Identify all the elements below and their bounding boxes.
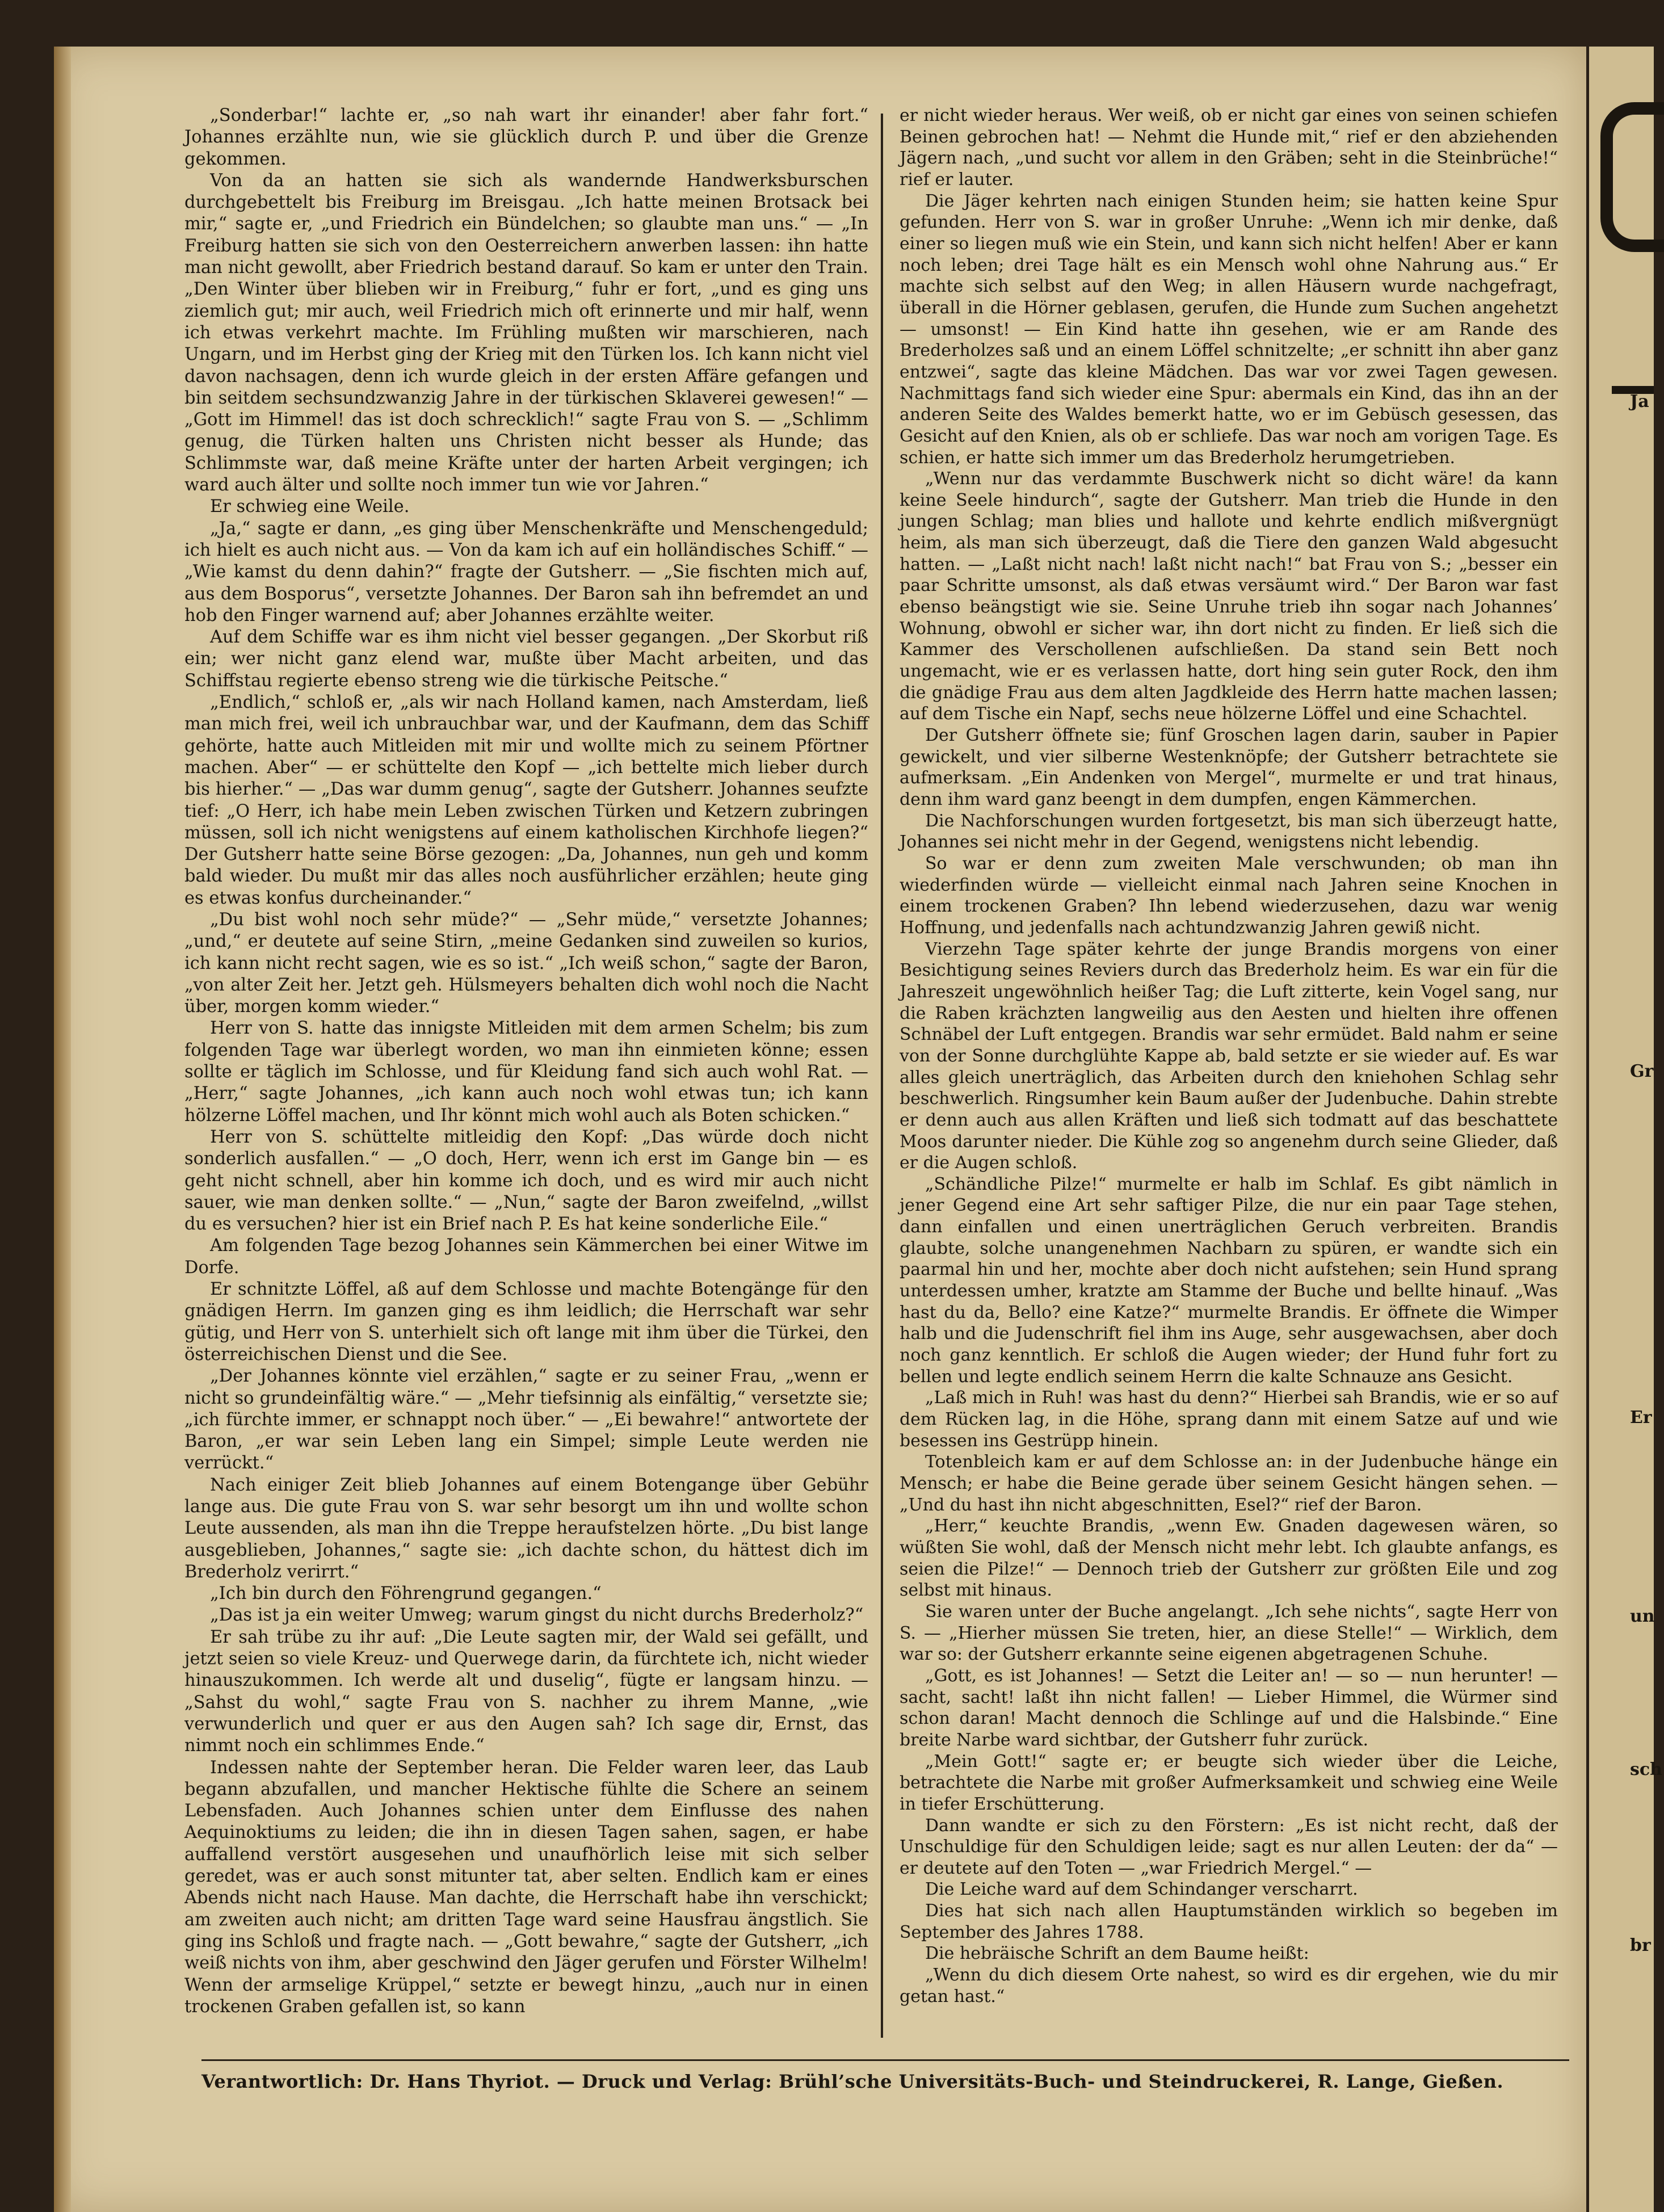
adjacent-page-fragment: Er (1630, 1408, 1652, 1428)
paragraph: „Wenn nur das verdammte Buschwerk nicht so dicht wäre! da kann keine Seele hindurch“, sagte der Gutsherr. Man trieb die Hunde in den jungen Schlag; man blies und hallote und kehrte endlich mißvergnügt heim, als man sich überzeugt, daß die Tiere den ganzen Wald abgesucht hatten. — „Laßt nicht nach! laßt nicht nach!“ bat Frau von S.; „besser ein paar Schritte umsonst, als daß etwas versäumt wird.“ Der Baron war fast ebenso beängstigt wie sie. Seine Unruhe trieb ihn sogar nach Johannes’ Wohnung, obwohl er sicher war, ihn dort nicht zu finden. Er ließ sich die Kammer des Verschollenen aufschließen. Da stand sein Bett noch ungemacht, wie er es verlassen hatte, dort hing sein guter Rock, den ihm die gnädige Frau aus dem alten Jagdkleide des Herrn hatte machen lassen; auf dem Tische ein Napf, sechs neue hölzerne Löffel und eine Schachtel. (900, 469, 1558, 724)
paragraph: Herr von S. hatte das innigste Mitleiden mit dem armen Schelm; bis zum folgenden Tage war überlegt worden, wo man ihn einmieten könne; essen sollte er täglich im Schlosse, und für Kleidung fand sich auch wohl Rat. — „Herr,“ sagte Johannes, „ich kann auch noch wohl etwas tun; ich kann hölzerne Löffel machen, und Ihr könnt mich wohl auch als Boten schicken.“ (184, 1018, 868, 1126)
paragraph: Die Leiche ward auf dem Schindanger verscharrt. (925, 1879, 1358, 1900)
paragraph: Von da an hatten sie sich als wandernde Handwerksburschen durchgebettelt bis Freiburg im Breisgau. „Ich hatte meinen Brotsack bei mir,“ sagte er, „und Friedrich ein Bündelchen; so glaubte man uns.“ — „In Freiburg hatten sie sich von den Oesterreichern anwerben lassen: ihn hatte man nicht gewollt, aber Friedrich bestand darauf. So kam er unter den Train. „Den Winter über blieben wir in Freiburg,“ fuhr er fort, „und es ging uns ziemlich gut; mir auch, weil Friedrich mich oft erinnerte und mir half, wenn ich etwas verkehrt machte. Im Frühling mußten wir marschieren, nach Ungarn, und im Herbst ging der Krieg mit den Türken los. Ich kann nicht viel davon nachsagen, denn ich wurde gleich in der ersten Affäre gefangen und bin seitdem sechsundzwanzig Jahre in der türkischen Sklaverei gewesen!“ — „Gott im Himmel! das ist doch schrecklich!“ sagte Frau von S. — „Schlimm genug, die Türken halten uns Christen nicht besser als Hunde; das Schlimmste war, daß meine Kräfte unter der harten Arbeit vergingen; ich ward auch älter und sollte noch immer tun wie vor Jahren.“ (184, 170, 868, 496)
paragraph: So war er denn zum zweiten Male verschwunden; ob man ihn wiederfinden würde — vielleicht einmal nach Jahren seine Knochen in einem trockenen Graben? Ihn lebend wiederzusehen, dazu war wenig Hoffnung, und jedenfalls nach achtundzwanzig Jahren gewiß nicht. (900, 853, 1558, 938)
paragraph: „Herr,“ keuchte Brandis, „wenn Ew. Gnaden dagewesen wären, so wüßten Sie wohl, daß der Mensch nicht mehr lebt. Ich glaubte anfangs, es seien die Pilze!“ — Dennoch trieb der Gutsherr zur größten Eile und zog selbst mit hinaus. (900, 1516, 1558, 1601)
footer-rule (201, 2059, 1569, 2061)
paragraph: Er sah trübe zu ihr auf: „Die Leute sagten mir, der Wald sei gefällt, und jetzt seien so viele Kreuz- und Querwege darin, da fürchtete ich, nicht wieder hinauszukommen. Ich werde alt und duselig“, fügte er langsam hinzu. — „Sahst du wohl,“ sagte Frau von S. nachher zu ihrem Manne, „wie verwunderlich und quer er aus den Augen sah? Ich sage dir, Ernst, das nimmt noch ein schlimmes Ende.“ (184, 1627, 868, 1756)
paragraph: Die hebräische Schrift an dem Baume heißt: (925, 1944, 1309, 1964)
paragraph: „Du bist wohl noch sehr müde?“ — „Sehr müde,“ versetzte Johannes; „und,“ er deutete auf seine Stirn, „meine Gedanken sind zuweilen so kurios, ich kann nicht recht sagen, wie es so ist.“ „Ich weiß schon,“ sagte der Baron, „von alter Zeit her. Jetzt geh. Hülsmeyers behalten dich wohl noch die Nacht über, morgen komm wieder.“ (184, 909, 868, 1017)
paragraph: Dann wandte er sich zu den Förstern: „Es ist nicht recht, daß der Unschuldige für den Schuldigen leide; sagt es nur allen Leuten: der da“ — er deutete auf den Toten — „war Friedrich Mergel.“ — (900, 1815, 1558, 1878)
paragraph: Sie waren unter der Buche angelangt. „Ich sehe nichts“, sagte Herr von S. — „Hierher müssen Sie treten, hier, an diese Stelle!“ — Wirklich, dem war so: der Gutsherr erkannte seine eigenen abgetragenen Schuhe. (900, 1601, 1558, 1665)
adjacent-page-headline-glyph (1600, 102, 1664, 252)
paragraph: er nicht wieder heraus. Wer weiß, ob er nicht gar eines von seinen schiefen Beinen gebrochen hat! — Nehmt die Hunde mit,“ rief er den abziehenden Jägern nach, „und sucht vor allem in den Gräben; seht in die Steinbrüche!“ rief er lauter. (900, 106, 1558, 190)
right-text-column (900, 105, 1558, 2007)
paragraph: Am folgenden Tage bezog Johannes sein Kämmerchen bei einer Witwe im Dorfe. (184, 1236, 868, 1278)
paragraph: „Der Johannes könnte viel erzählen,“ sagte er zu seiner Frau, „wenn er nicht so grundeinfältig wäre.“ — „Mehr tiefsinnig als einfältig,“ versetzte sie; „ich fürchte immer, er schnappt noch über.“ — „Ei bewahre!“ antwortete der Baron, „er war sein Leben lang ein Simpel; simple Leute werden nie verrückt.“ (184, 1366, 868, 1474)
paragraph: „Sonderbar!“ lachte er, „so nah wart ihr einander! aber fahr fort.“ Johannes erzählte nun, wie sie glücklich durch P. und über die Grenze gekommen. (184, 106, 868, 169)
paragraph: Er schnitzte Löffel, aß auf dem Schlosse und machte Botengänge für den gnädigen Herrn. Im ganzen ging es ihm leidlich; die Herrschaft war sehr gütig, und Herr von S. unterhielt sich oft lange mit ihm über die Türkei, den österreichischen Dienst und die See. (184, 1279, 868, 1365)
paragraph: „Gott, es ist Johannes! — Setzt die Leiter an! — so — nun herunter! — sacht, sacht! laßt ihn nicht fallen! — Lieber Himmel, die Würmer sind schon daran! Macht dennoch die Schlinge auf und die Halsbinde.“ Eine breite Narbe ward sichtbar, der Gutsherr fuhr zurück. (900, 1665, 1558, 1750)
paragraph: „Endlich,“ schloß er, „als wir nach Holland kamen, nach Amsterdam, ließ man mich frei, weil ich unbrauchbar war, und der Kaufmann, dem das Schiff gehörte, hatte auch Mitleiden mit mir und wollte mich zu seinem Pförtner machen. Aber“ — er schüttelte den Kopf — „ich bettelte mich lieber durch bis hierher.“ — „Das war dumm genug“, sagte der Gutsherr. Johannes seufzte tief: „O Herr, ich habe mein Leben zwischen Türken und Ketzern zubringen müssen, soll ich nicht wenigstens auf einem katholischen Kirchhofe liegen?“ Der Gutsherr hatte seine Börse gezogen: „Da, Johannes, nun geh und komm bald wieder. Du mußt mir das alles noch ausführlicher erzählen; heute ging es etwas konfus durcheinander.“ (184, 692, 868, 908)
paragraph: „Laß mich in Ruh! was hast du denn?“ Hierbei sah Brandis, wie er so auf dem Rücken lag, in die Höhe, sprang dann mit einem Satze auf und wie besessen ins Gestrüpp hinein. (900, 1388, 1558, 1451)
paragraph: Nach einiger Zeit blieb Johannes auf einem Botengange über Gebühr lange aus. Die gute Frau von S. war sehr besorgt um ihn und wollte schon Leute aussenden, als man ihn die Treppe heraufstelzen hörte. „Du bist lange ausgeblieben, Johannes,“ sagte sie: „ich dachte schon, du hättest dich im Brederholz verirrt.“ (184, 1475, 868, 1582)
paragraph: Er schwieg eine Weile. (210, 497, 410, 517)
paragraph: „Ich bin durch den Föhrengrund gegangen.“ (210, 1584, 602, 1604)
left-text-column (184, 105, 868, 2018)
binding-spine (54, 47, 71, 2212)
adjacent-page-fragment: Ja (1630, 392, 1649, 412)
paragraph: „Schändliche Pilze!“ murmelte er halb im Schlaf. Es gibt nämlich in jener Gegend eine Art sehr saftiger Pilze, die nur ein paar Tage stehen, dann einfallen und einen unerträglichen Geruch verbreiten. Brandis glaubte, solche unangenehmen Nachbarn zu spüren, er wandte sich ein paarmal hin und her, mochte aber doch nicht aufstehen; sein Hund sprang unterdessen umher, kratzte am Stamme der Buche und bellte hinauf. „Was hast du da, Bello? eine Katze?“ murmelte Brandis. Er öffnete die Wimper halb und die Judenschrift fiel ihm ins Auge, sehr ausgewachsen, aber doch noch ganz kenntlich. Er schloß die Augen wieder; der Hund fuhr fort zu bellen und legte endlich seinem Herrn die kalte Schnauze ans Gesicht. (900, 1174, 1558, 1387)
adjacent-page-fragment: sch (1630, 1760, 1662, 1779)
paragraph: „Das ist ja ein weiter Umweg; warum gingst du nicht durchs Brederholz?“ (210, 1605, 864, 1626)
paragraph: Der Gutsherr öffnete sie; fünf Groschen lagen darin, sauber in Papier gewickelt, und vier silberne Westenknöpfe; der Gutsherr betrachtete sie aufmerksam. „Ein Andenken von Mergel“, murmelte er und trat hinaus, denn ihm ward ganz beengt in dem dumpfen, engen Kämmerchen. (900, 725, 1558, 809)
paragraph: Auf dem Schiffe war es ihm nicht viel besser gegangen. „Der Skorbut riß ein; wer nicht ganz elend war, mußte über Macht arbeiten, und das Schiffstau regierte ebenso streng wie die türkische Peitsche.“ (184, 627, 868, 691)
paragraph: Die Nachforschungen wurden fortgesetzt, bis man sich überzeugt hatte, Johannes sei nicht mehr in der Gegend, wenigstens nicht lebendig. (900, 811, 1558, 853)
column-divider (881, 114, 883, 2038)
paragraph: Herr von S. schüttelte mitleidig den Kopf: „Das würde doch nicht sonderlich ausfallen.“ — „O doch, Herr, wenn ich erst im Gange bin — es geht nicht schnell, aber hin komme ich doch, und es wird mir auch nicht sauer, wie man denken sollte.“ — „Nun,“ sagte der Baron zweifelnd, „willst du es versuchen? hier ist ein Brief nach P. Es hat keine sonderliche Eile.“ (184, 1127, 868, 1235)
paragraph: Dies hat sich nach allen Hauptumständen wirklich so begeben im September des Jahres 1788. (900, 1901, 1558, 1942)
paragraph: „Wenn du dich diesem Orte nahest, so wird es dir ergehen, wie du mir getan hast.“ (900, 1965, 1558, 2007)
adjacent-page-edge (1589, 47, 1654, 2212)
paragraph: „Ja,“ sagte er dann, „es ging über Menschenkräfte und Menschengeduld; ich hielt es auch nicht aus. — Von da kam ich auf ein holländisches Schiff.“ — „Wie kamst du denn dahin?“ fragte der Gutsherr. — „Sie fischten mich auf, aus dem Bosporus“, versetzte Johannes. Der Baron sah ihn befremdet an und hob den Finger warnend auf; aber Johannes erzählte weiter. (184, 518, 868, 626)
paragraph: Totenbleich kam er auf dem Schlosse an: in der Judenbuche hänge ein Mensch; er habe die Beine gerade über seinem Gesicht hängen sehen. — „Und du hast ihn nicht abgeschnitten, Esel?“ rief der Baron. (900, 1452, 1558, 1515)
paragraph: Die Jäger kehrten nach einigen Stunden heim; sie hatten keine Spur gefunden. Herr von S. war in großer Unruhe: „Wenn ich mir denke, daß einer so liegen muß wie ein Stein, und kann sich nicht helfen! Aber er kann noch leben; drei Tage hält es ein Mensch wohl ohne Nahrung aus.“ Er machte sich selbst auf den Weg; in allen Häusern wurde nachgefragt, überall in die Hörner geblasen, gerufen, die Hunde zum Suchen angehetzt — umsonst! — Ein Kind hatte ihn gesehen, wie er am Rande des Brederholzes saß und an einem Löffel schnitzelte; „er schnitt ihn aber ganz entzwei“, sagte das kleine Mädchen. Das war vor zwei Tagen gewesen. Nachmittags fand sich wieder eine Spur: abermals ein Kind, das ihn an der anderen Seite des Waldes bemerkt hatte, wo er im Gebüsch gesessen, das Gesicht auf den Knien, als ob er schliefe. Das war noch am vorigen Tage. Es schien, er hatte sich immer um das Brederholz herumgetrieben. (900, 191, 1558, 468)
paragraph: „Mein Gott!“ sagte er; er beugte sich wieder über die Leiche, betrachtete die Narbe mit großer Aufmerksamkeit und schwieg eine Weile in tiefer Erschütterung. (900, 1751, 1558, 1814)
adjacent-page-fragment: Gr (1630, 1061, 1654, 1081)
imprint-footer: Verantwortlich: Dr. Hans Thyriot. — Druck und Verlag: Brühl’sche Universitäts-Buch- und Steindruckerei, R. Lange, Gießen. (201, 2071, 1504, 2092)
adjacent-page-fragment: un (1630, 1606, 1655, 1626)
paragraph: Indessen nahte der September heran. Die Felder waren leer, das Laub begann abzufallen, und mancher Hektische fühlte die Schere an seinem Lebensfaden. Auch Johannes schien unter dem Einflusse des nahen Aequinoktiums zu leiden; die ihn in diesen Tagen sahen, sagen, er habe auffallend verstört ausgesehen und unaufhörlich leise mit sich selber geredet, was er auch sonst mitunter tat, aber selten. Endlich kam er eines Abends nicht nach Hause. Man dachte, die Herrschaft habe ihn verschickt; am zweiten auch nicht; am dritten Tage ward seine Hausfrau ängstlich. Sie ging ins Schloß und fragte nach. — „Gott bewahre,“ sagte der Gutsherr, „ich weiß nichts von ihm, aber geschwind den Jäger gerufen und Förster Wilhelm! Wenn der armselige Krüppel,“ setzte er bewegt hinzu, „auch nur in einen trockenen Graben gefallen ist, so kann (184, 1757, 868, 2017)
paragraph: Vierzehn Tage später kehrte der junge Brandis morgens von einer Besichtigung seines Reviers durch das Brederholz heim. Es war ein für die Jahreszeit ungewöhnlich heißer Tag; die Luft zitterte, kein Vogel sang, nur die Raben krächzten langweilig aus den Aesten und hielten ihre offenen Schnäbel der Luft entgegen. Brandis war sehr ermüdet. Bald nahm er seine von der Sonne durchglühte Kappe ab, bald setzte er sie wieder auf. Es war alles gleich unerträglich, das Arbeiten durch den kniehohen Schlag sehr beschwerlich. Ringsumher kein Baum außer der Judenbuche. Dahin strebte er denn auch aus allen Kräften und ließ sich todmatt auf das beschattete Moos darunter nieder. Die Kühle zog so angenehm durch seine Glieder, daß er die Augen schloß. (900, 939, 1558, 1173)
adjacent-page-fragment: br (1630, 1936, 1651, 1955)
